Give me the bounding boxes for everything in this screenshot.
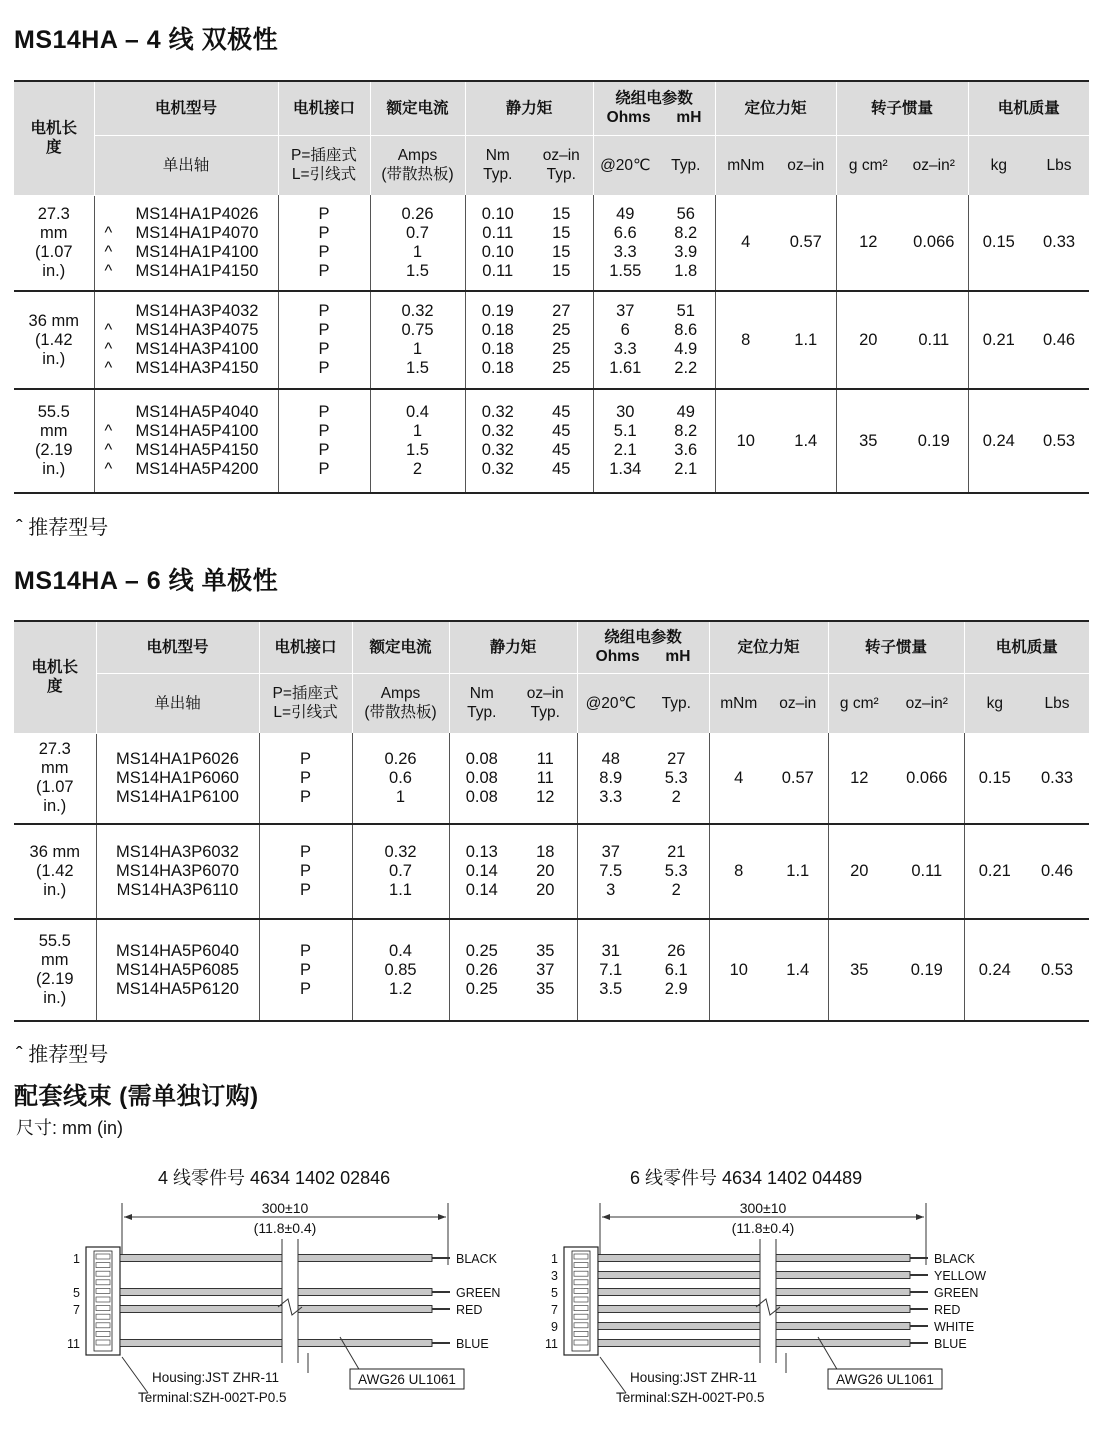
header-model: 电机型号 (94, 81, 278, 135)
header-ozin: oz–in Typ. (514, 673, 577, 733)
detent-ozin: 0.57 (768, 733, 828, 824)
motor-length: 36 mm (1.42 in.) (14, 824, 96, 919)
header-shaft: 单出轴 (94, 135, 278, 195)
section1-title: MS14HA – 4 线 双极性 (14, 26, 279, 54)
model-list: MS14HA3P6032 MS14HA3P6070 MS14HA3P6110 (96, 824, 259, 919)
wire-color-label: GREEN (934, 1286, 979, 1300)
table-row (14, 389, 1089, 493)
header-ozin-sq: oz–in² (890, 673, 964, 733)
current-list: 0.4 1 1.5 2 (370, 389, 465, 493)
header-conn-sub: P=插座式 L=引线式 (278, 135, 370, 195)
mass-lbs: 0.46 (1029, 291, 1089, 389)
ohms-list: 37 7.5 3 (577, 824, 644, 919)
dim-length: 300±10 (261, 1200, 309, 1216)
torque-nm-list: 0.19 0.18 0.18 0.18 (465, 291, 530, 389)
detent-ozin: 1.4 (768, 919, 828, 1021)
detent-mnm: 4 (709, 733, 768, 824)
housing-label: Housing:JST ZHR-11 (630, 1370, 758, 1385)
table-row (14, 919, 1089, 1021)
header-ozin: oz–in Typ. (530, 135, 593, 195)
header-ozin2: oz–in (768, 673, 828, 733)
mh-list: 27 5.3 2 (644, 733, 709, 824)
wire-spec-label: AWG26 UL1061 (836, 1372, 934, 1387)
model-list (94, 389, 278, 493)
model-names: MS14HA3P4032 MS14HA3P4075 MS14HA3P4100 MS14HA3P4150 (135, 302, 259, 377)
connector-pin-slot (96, 1263, 110, 1268)
header-connector: 电机接口 (259, 621, 352, 673)
inertia-ozin-sq: 0.066 (900, 195, 968, 291)
model-list: MS14HA1P6026 MS14HA1P6060 MS14HA1P6100 (96, 733, 259, 824)
mass-lbs: 0.33 (1029, 195, 1089, 291)
pin-number: 11 (67, 1337, 80, 1351)
section2-title: MS14HA – 6 线 单极性 (14, 567, 279, 595)
torque-nm-list: 0.32 0.32 0.32 0.32 (465, 389, 530, 493)
header-winding: 绕组电参数 Ohms mH (577, 621, 709, 673)
header-mass: 电机质量 (964, 621, 1089, 673)
wire-break-gap (282, 1241, 298, 1361)
section1-footnote: ˆ 推荐型号 (16, 517, 109, 539)
header-typ: Typ. (657, 135, 715, 195)
connector-pin-slot (574, 1271, 588, 1276)
header-detent: 定位力矩 (715, 81, 836, 135)
table-row (14, 824, 1089, 919)
connector-pin-slot (574, 1280, 588, 1285)
torque-ozin-list: 15 15 15 15 (530, 195, 593, 291)
harness-dims: 尺寸: mm (in) (16, 1118, 123, 1138)
connector-pin-slot (96, 1306, 110, 1311)
connector-pin-slot (574, 1263, 588, 1268)
current-list: 0.32 0.75 1 1.5 (370, 291, 465, 389)
wire (598, 1340, 910, 1347)
model-list (94, 195, 278, 291)
wire-break-gap (760, 1241, 776, 1361)
mass-kg: 0.15 (964, 733, 1025, 824)
inertia-ozin-sq: 0.19 (890, 919, 964, 1021)
detent-ozin: 1.4 (776, 389, 836, 493)
header-kg: kg (968, 135, 1029, 195)
header-ozin-sq: oz–in² (900, 135, 968, 195)
mass-kg: 0.24 (964, 919, 1025, 1021)
wire-color-label: YELLOW (934, 1269, 987, 1283)
header-at20: @20℃ (577, 673, 644, 733)
detent-mnm: 8 (709, 824, 768, 919)
current-list: 0.26 0.6 1 (352, 733, 449, 824)
wire (598, 1272, 910, 1279)
connector-pin-slot (574, 1288, 588, 1293)
pin-number: 7 (73, 1303, 80, 1317)
connector-pin-slot (96, 1340, 110, 1345)
connector-pin-slot (96, 1254, 110, 1259)
dim-arrow-left (602, 1214, 610, 1220)
wire-spec-label: AWG26 UL1061 (358, 1372, 456, 1387)
dim-arrow-right (438, 1214, 446, 1220)
inertia-ozin-sq: 0.066 (890, 733, 964, 824)
connector-list: P P P (259, 919, 352, 1021)
detent-ozin: 1.1 (768, 824, 828, 919)
table-row (14, 195, 1089, 291)
spec-table-6wire (14, 620, 1089, 1022)
connector-pin-slot (574, 1323, 588, 1328)
wire-color-label: BLACK (456, 1252, 497, 1266)
model-names: MS14HA1P4026 MS14HA1P4070 MS14HA1P4100 MS14HA1P4150 (135, 204, 259, 280)
detent-mnm: 8 (715, 291, 776, 389)
header-gcm: g cm² (836, 135, 900, 195)
torque-nm-list: 0.25 0.26 0.25 (449, 919, 514, 1021)
connector-pin-slot (96, 1323, 110, 1328)
header-ozin2: oz–in (776, 135, 836, 195)
inertia-gcm: 20 (828, 824, 890, 919)
harness-title: 配套线束 (需单独订购) (14, 1083, 259, 1110)
mh-list: 21 5.3 2 (644, 824, 709, 919)
inertia-gcm: 35 (836, 389, 900, 493)
header-torque: 静力矩 (449, 621, 577, 673)
detent-ozin: 0.57 (776, 195, 836, 291)
wire (120, 1306, 432, 1313)
pin-number: 9 (551, 1320, 558, 1334)
harness-4wire-label: 4 线零件号 4634 1402 02846 (158, 1168, 391, 1188)
connector-pin-slot (574, 1306, 588, 1311)
connector-list: P P P (259, 733, 352, 824)
dim-length-in: (11.8±0.4) (731, 1220, 795, 1236)
terminal-label: Terminal:SZH-002T-P0.5 (616, 1390, 765, 1405)
wire (120, 1255, 432, 1262)
ohms-list: 30 5.1 2.1 1.34 (593, 389, 657, 493)
header-typ: Typ. (644, 673, 709, 733)
dim-length-in: (11.8±0.4) (253, 1220, 317, 1236)
pin-number: 7 (551, 1303, 558, 1317)
detent-ozin: 1.1 (776, 291, 836, 389)
ohms-list: 48 8.9 3.3 (577, 733, 644, 824)
connector-list: P P P P (278, 389, 370, 493)
header-conn-sub: P=插座式 L=引线式 (259, 673, 352, 733)
connector-pin-slot (96, 1288, 110, 1293)
mass-lbs: 0.53 (1025, 919, 1089, 1021)
wire (598, 1255, 910, 1262)
header-current: 额定电流 (352, 621, 449, 673)
wire-color-label: RED (456, 1303, 483, 1317)
torque-ozin-list: 45 45 45 45 (530, 389, 593, 493)
connector-pin-slot (96, 1331, 110, 1336)
torque-ozin-list: 35 37 35 (514, 919, 577, 1021)
ohms-list: 37 6 3.3 1.61 (593, 291, 657, 389)
torque-nm-list: 0.08 0.08 0.08 (449, 733, 514, 824)
mh-list: 26 6.1 2.9 (644, 919, 709, 1021)
connector-pin-slot (574, 1314, 588, 1319)
recommended-marks: ^ ^ ^ (104, 223, 113, 280)
harness-4wire-diagram (60, 1195, 520, 1410)
header-mass: 电机质量 (968, 81, 1089, 135)
wire (598, 1323, 910, 1330)
connector-pin-slot (574, 1254, 588, 1259)
torque-ozin-list: 11 11 12 (514, 733, 577, 824)
model-names: MS14HA5P4040 MS14HA5P4100 MS14HA5P4150 MS14HA5P4200 (135, 403, 259, 478)
header-length: 电机长度 (14, 81, 94, 195)
header-shaft: 单出轴 (96, 673, 259, 733)
wire-color-label: RED (934, 1303, 961, 1317)
connector-list: P P P (259, 824, 352, 919)
current-list: 0.32 0.7 1.1 (352, 824, 449, 919)
connector-pin-slot (96, 1314, 110, 1319)
header-lbs: Lbs (1025, 673, 1089, 733)
leader-terminal (122, 1357, 148, 1393)
model-list: MS14HA5P6040 MS14HA5P6085 MS14HA5P6120 (96, 919, 259, 1021)
detent-mnm: 4 (715, 195, 776, 291)
model-list (94, 291, 278, 389)
inertia-gcm: 20 (836, 291, 900, 389)
section2-footnote: ˆ 推荐型号 (16, 1044, 109, 1066)
mass-kg: 0.21 (964, 824, 1025, 919)
leader-terminal (600, 1357, 626, 1393)
header-mnm: mNm (709, 673, 768, 733)
torque-ozin-list: 27 25 25 25 (530, 291, 593, 389)
pin-number: 1 (73, 1252, 80, 1266)
dim-length: 300±10 (739, 1200, 787, 1216)
header-connector: 电机接口 (278, 81, 370, 135)
wire-color-label: WHITE (934, 1320, 975, 1334)
pin-number: 5 (551, 1286, 558, 1300)
wire (598, 1289, 910, 1296)
wire-color-label: BLUE (934, 1337, 967, 1351)
header-detent: 定位力矩 (709, 621, 828, 673)
connector-list: P P P P (278, 195, 370, 291)
housing-label: Housing:JST ZHR-11 (152, 1370, 280, 1385)
pin-number: 5 (73, 1286, 80, 1300)
inertia-ozin-sq: 0.11 (890, 824, 964, 919)
header-amps: Amps (带散热板) (370, 135, 465, 195)
connector-pin-slot (574, 1331, 588, 1336)
connector-pin-slot (574, 1340, 588, 1345)
inertia-gcm: 12 (836, 195, 900, 291)
header-model: 电机型号 (96, 621, 259, 673)
connector-pin-slot (574, 1297, 588, 1302)
header-torque: 静力矩 (465, 81, 593, 135)
wire (120, 1340, 432, 1347)
mass-kg: 0.21 (968, 291, 1029, 389)
detent-mnm: 10 (709, 919, 768, 1021)
dim-arrow-right (916, 1214, 924, 1220)
mh-list: 56 8.2 3.9 1.8 (657, 195, 715, 291)
terminal-label: Terminal:SZH-002T-P0.5 (138, 1390, 287, 1405)
mh-list: 51 8.6 4.9 2.2 (657, 291, 715, 389)
connector-list: P P P P (278, 291, 370, 389)
mass-kg: 0.15 (968, 195, 1029, 291)
spec-table-4wire (14, 80, 1089, 494)
wire (120, 1289, 432, 1296)
connector-pin-slot (96, 1271, 110, 1276)
header-mnm: mNm (715, 135, 776, 195)
wire-color-label: BLUE (456, 1337, 489, 1351)
current-list: 0.26 0.7 1 1.5 (370, 195, 465, 291)
connector-pin-slot (96, 1297, 110, 1302)
header-length: 电机长度 (14, 621, 96, 733)
mass-kg: 0.24 (968, 389, 1029, 493)
motor-length: 36 mm (1.42 in.) (14, 291, 94, 389)
motor-length: 27.3 mm (1.07 in.) (14, 733, 96, 824)
inertia-ozin-sq: 0.11 (900, 291, 968, 389)
torque-nm-list: 0.13 0.14 0.14 (449, 824, 514, 919)
wire (598, 1306, 910, 1313)
header-nm: Nm Typ. (465, 135, 530, 195)
dim-arrow-left (124, 1214, 132, 1220)
mass-lbs: 0.46 (1025, 824, 1089, 919)
header-nm: Nm Typ. (449, 673, 514, 733)
table-row (14, 291, 1089, 389)
mh-list: 49 8.2 3.6 2.1 (657, 389, 715, 493)
pin-number: 1 (551, 1252, 558, 1266)
torque-nm-list: 0.10 0.11 0.10 0.11 (465, 195, 530, 291)
header-winding: 绕组电参数 Ohms mH (593, 81, 715, 135)
header-gcm: g cm² (828, 673, 890, 733)
inertia-gcm: 35 (828, 919, 890, 1021)
harness-6wire-label: 6 线零件号 4634 1402 04489 (630, 1168, 863, 1188)
motor-length: 55.5 mm (2.19 in.) (14, 389, 94, 493)
recommended-marks: ^ ^ ^ (104, 422, 113, 478)
wire-color-label: GREEN (456, 1286, 501, 1300)
recommended-marks: ^ ^ ^ (104, 321, 113, 377)
header-current: 额定电流 (370, 81, 465, 135)
header-inertia: 转子惯量 (828, 621, 964, 673)
detent-mnm: 10 (715, 389, 776, 493)
header-lbs: Lbs (1029, 135, 1089, 195)
mass-lbs: 0.53 (1029, 389, 1089, 493)
harness-6wire-diagram (538, 1195, 998, 1410)
inertia-ozin-sq: 0.19 (900, 389, 968, 493)
current-list: 0.4 0.85 1.2 (352, 919, 449, 1021)
motor-length: 27.3 mm (1.07 in.) (14, 195, 94, 291)
header-inertia: 转子惯量 (836, 81, 968, 135)
ohms-list: 31 7.1 3.5 (577, 919, 644, 1021)
wire-color-label: BLACK (934, 1252, 975, 1266)
torque-ozin-list: 18 20 20 (514, 824, 577, 919)
ohms-list: 49 6.6 3.3 1.55 (593, 195, 657, 291)
table-row (14, 733, 1089, 824)
mass-lbs: 0.33 (1025, 733, 1089, 824)
connector-pin-slot (96, 1280, 110, 1285)
pin-number: 3 (551, 1269, 558, 1283)
header-kg: kg (964, 673, 1025, 733)
pin-number: 11 (545, 1337, 558, 1351)
motor-length: 55.5 mm (2.19 in.) (14, 919, 96, 1021)
header-at20: @20℃ (593, 135, 657, 195)
inertia-gcm: 12 (828, 733, 890, 824)
header-amps: Amps (带散热板) (352, 673, 449, 733)
